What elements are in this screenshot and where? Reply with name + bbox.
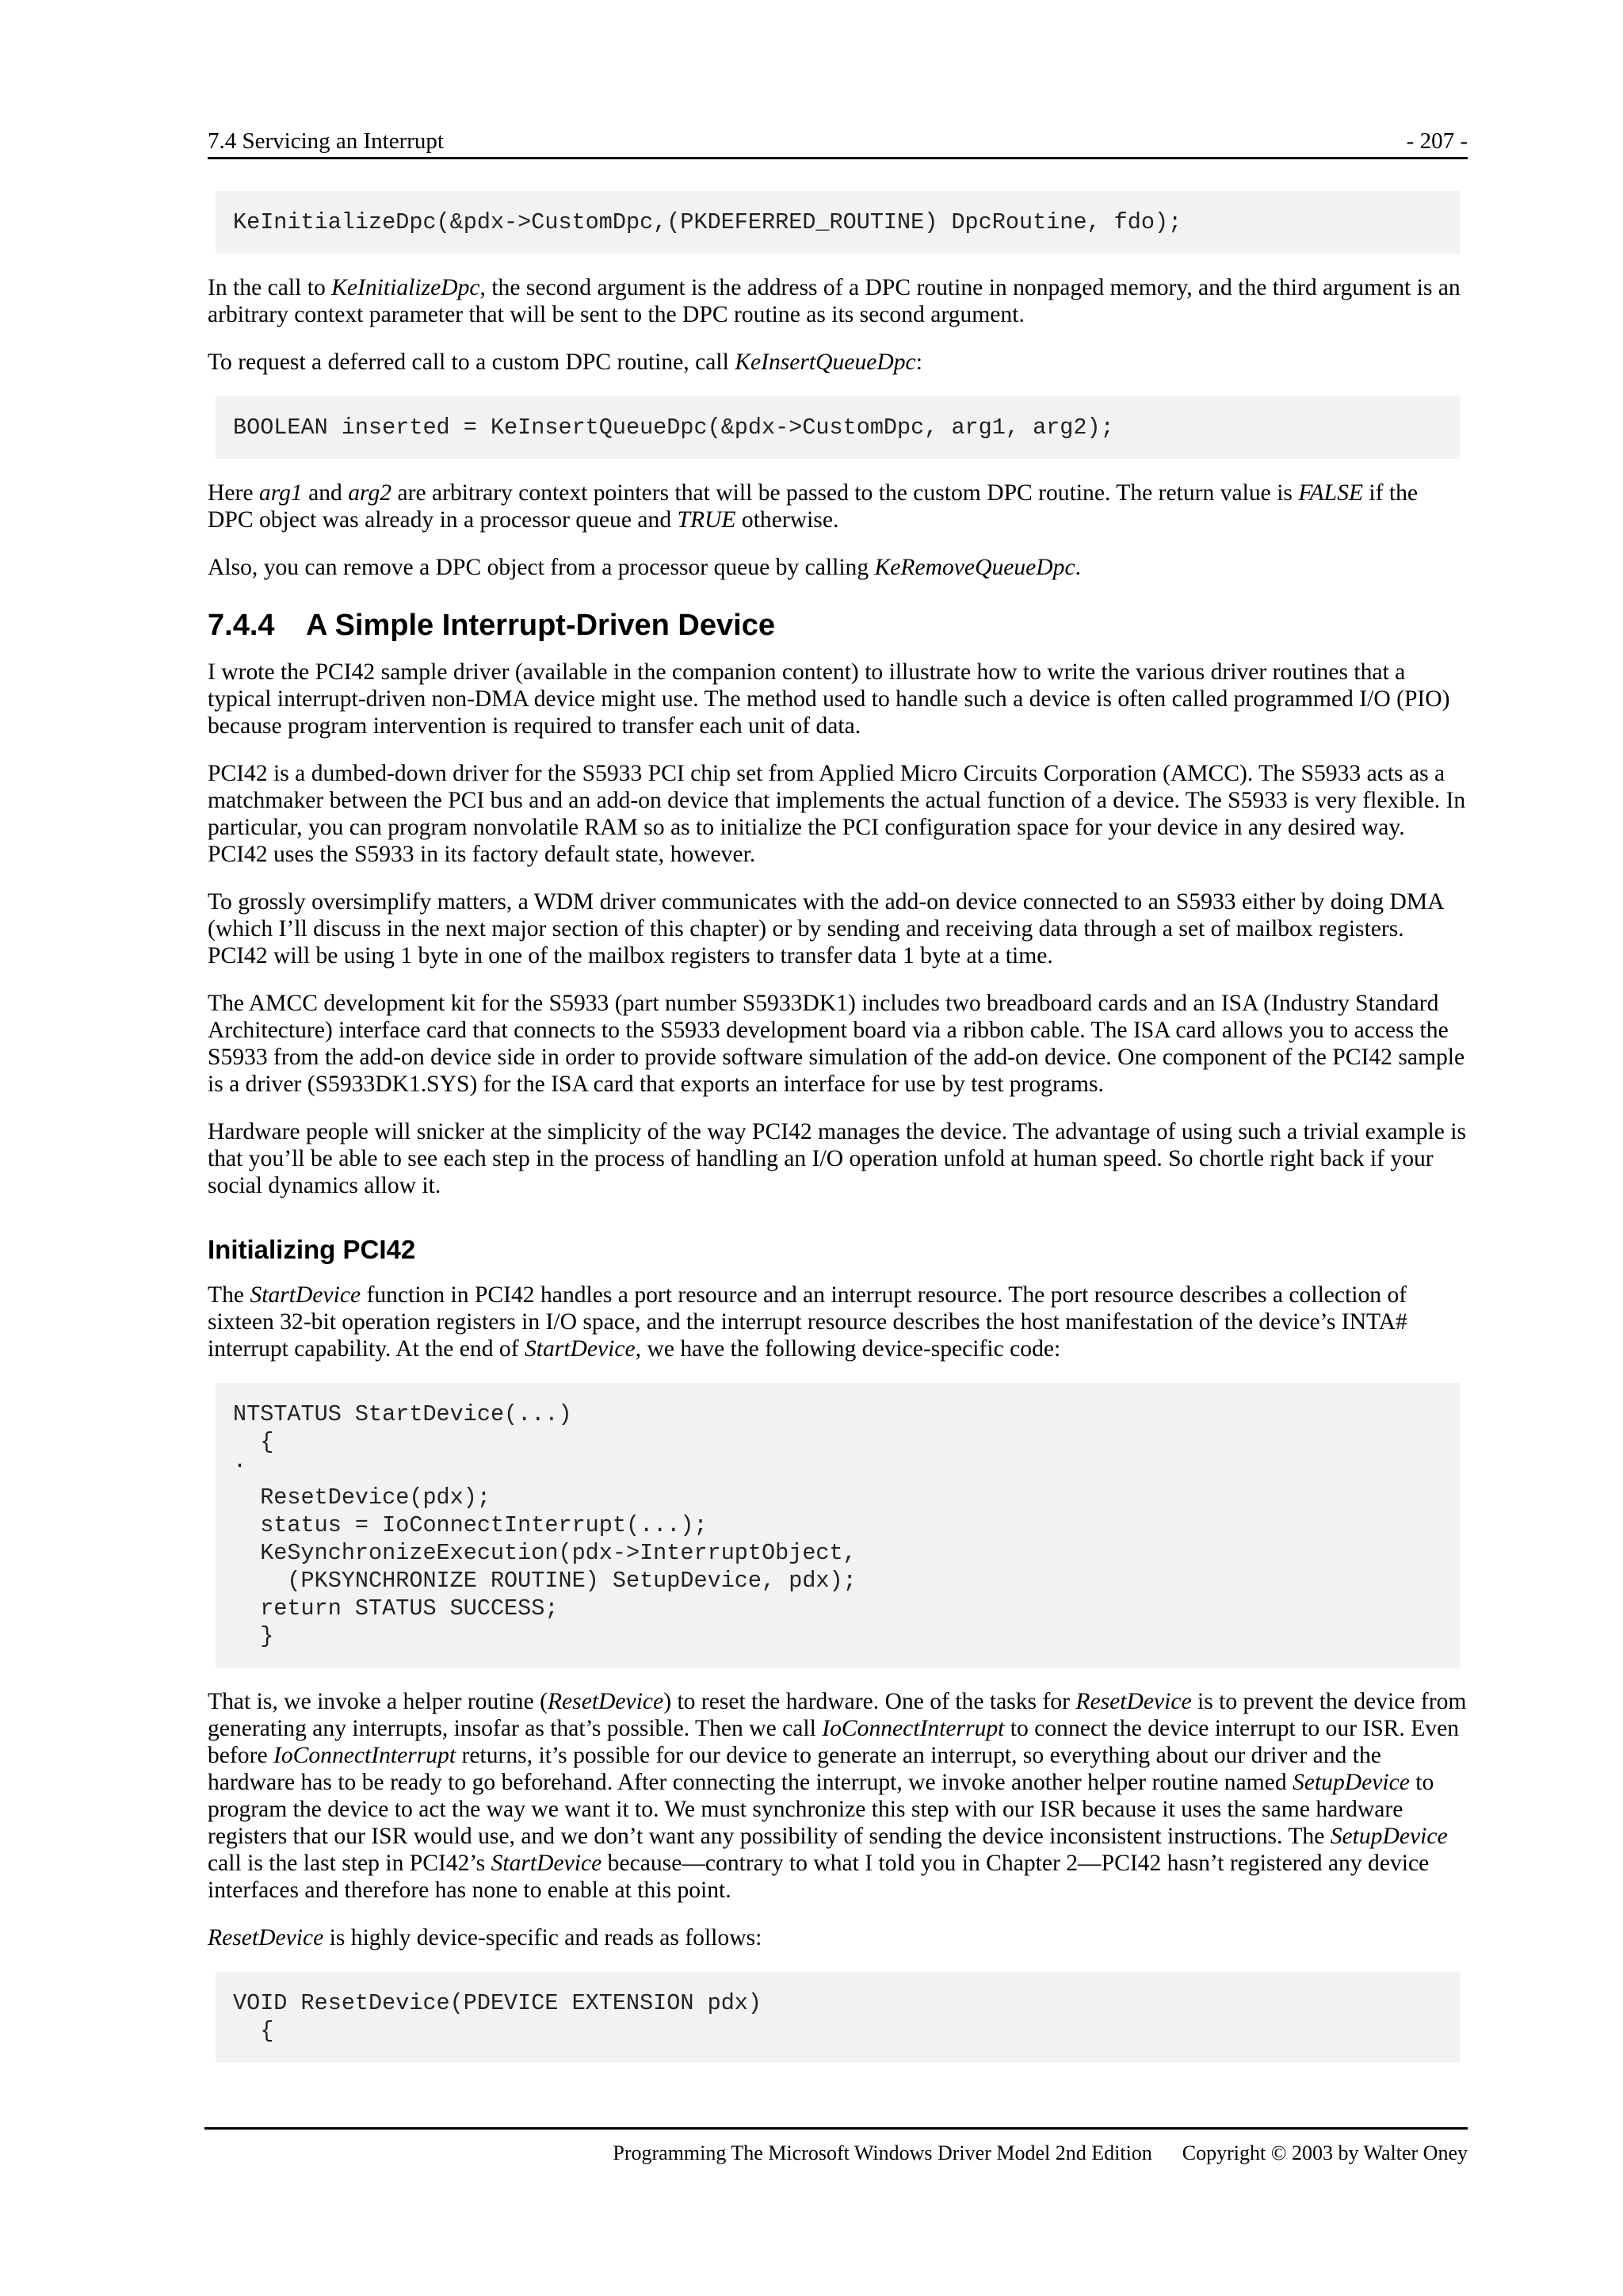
text: : — [915, 350, 922, 375]
text: is to prevent the device from generating any interrupts, insofar as that’s possible. Then we call — [208, 1689, 1467, 1741]
header-section-title: 7.4 Servicing an Interrupt — [208, 128, 444, 154]
function-name: IoConnectInterrupt — [822, 1716, 1005, 1741]
function-name: StartDevice — [491, 1851, 602, 1876]
code-line: . — [233, 1448, 247, 1474]
paragraph-pci42-intro: I wrote the PCI42 sample driver (available in the companion content) to illustrate how to write the various driver routines that a typical interrupt-driven non-DMA device might use. The method used to handle such a device is often called programmed I/O (PIO) because program intervention is required to transfer each unit of data. — [208, 659, 1450, 739]
subsection-heading: Initializing PCI42 — [208, 1235, 416, 1264]
code-block-kinitializedpc — [216, 191, 1460, 254]
code-line: VOID ResetDevice(PDEVICE EXTENSION pdx) — [233, 1990, 762, 2016]
text: and — [302, 480, 349, 506]
text: Here — [208, 480, 259, 506]
code-line: { — [233, 1429, 274, 1455]
function-name: ResetDevice — [547, 1689, 664, 1714]
text: because—contrary to what I told you in Chapter 2—PCI42 hasn’t registered any device interfaces and therefore has none to enable at this point. — [208, 1851, 1430, 1903]
paragraph-resetdevice-explained — [208, 1688, 1468, 1904]
text: , we have the following device-specific code: — [635, 1336, 1061, 1362]
text: function in PCI42 handles a port resource and an interrupt resource. The port resource describes a collection of sixteen 32-bit operation registers in I/O space, and the interrupt resource describes the host manifestation of the device’s INTA# interrupt capability. At the end of — [208, 1282, 1407, 1362]
function-name: KeInitializeDpc — [331, 275, 480, 300]
code-line: BOOLEAN inserted = KeInsertQueueDpc(&pdx->CustomDpc, arg1, arg2); — [233, 415, 1114, 441]
text: That is, we invoke a helper routine ( — [208, 1689, 548, 1714]
footer-book-title: Programming The Microsoft Windows Driver Model 2nd Edition — [613, 2141, 1152, 2164]
text: To request a deferred call to a custom DPC routine, call — [208, 350, 735, 375]
section-number: 7.4.4 — [208, 609, 275, 642]
paragraph-resetdevice-intro — [208, 1924, 1468, 1951]
paragraph-kinitializedpc-args — [208, 274, 1468, 328]
paragraph-args-return — [208, 479, 1468, 533]
text: The — [208, 1282, 250, 1308]
text: is highly device-specific and reads as follows: — [323, 1925, 762, 1950]
section-title: A Simple Interrupt-Driven Device — [306, 609, 775, 642]
identifier: FALSE — [1298, 480, 1364, 506]
function-name: IoConnectInterrupt — [273, 1743, 456, 1768]
header-page-number: - 207 - — [1406, 128, 1468, 154]
page-footer — [204, 2127, 1468, 2166]
text: In the call to — [208, 275, 332, 300]
function-name: KeInsertQueueDpc — [735, 350, 916, 375]
code-block-startdevice — [216, 1383, 1460, 1668]
code-line: NTSTATUS StartDevice(...) — [233, 1401, 572, 1427]
text: if the DPC object was already in a processor queue and — [208, 480, 1419, 533]
paragraph-request-dpc — [208, 349, 1468, 376]
identifier: arg1 — [258, 480, 303, 506]
text: ) to reset the hardware. One of the tasks for — [663, 1689, 1076, 1714]
paragraph-hardware-people: Hardware people will snicker at the simplicity of the way PCI42 manages the device. The advantage of using such a trivial example is that you’ll be able to see each step in the process of handling an I/O operation unfold at human speed. So chortle right back if your social dynamics allow it. — [208, 1119, 1466, 1198]
identifier: arg2 — [348, 480, 392, 506]
text: . — [1075, 555, 1082, 580]
text: to program the device to act the way we want it to. We must synchronize this step with our ISR because it uses the same hardware registers that our ISR would use, and we don’t want any possibility of sending the device inconsistent instructions. The — [208, 1770, 1434, 1849]
text: call is the last step in PCI42’s — [208, 1851, 491, 1876]
code-line: { — [233, 2018, 274, 2044]
function-name: StartDevice — [250, 1282, 361, 1308]
function-name: SetupDevice — [1330, 1824, 1448, 1849]
code-line: return STATUS SUCCESS; — [233, 1595, 559, 1622]
text: are arbitrary context pointers that will be passed to the custom DPC routine. The return value is — [391, 480, 1299, 506]
text: otherwise. — [735, 507, 839, 533]
code-line: (PKSYNCHRONIZE ROUTINE) SetupDevice, pdx); — [233, 1568, 857, 1594]
footer-copyright: Copyright © 2003 by Walter Oney — [1182, 2141, 1468, 2164]
code-block-kinsertqueuedpc — [216, 396, 1460, 459]
text: Also, you can remove a DPC object from a processor queue by calling — [208, 555, 875, 580]
identifier: TRUE — [677, 507, 736, 533]
function-name: ResetDevice — [1075, 1689, 1192, 1714]
text: to connect the device interrupt to our ISR. Even before — [208, 1716, 1460, 1768]
text: returns, it’s possible for our device to generate an interrupt, so everything about our driver and the hardware has to be ready to go beforehand. After connecting the interrupt, we invoke another helper routine named — [208, 1743, 1381, 1795]
paragraph-amcc-kit: The AMCC development kit for the S5933 (part number S5933DK1) includes two breadboard cards and an ISA (Industry Standard Architecture) interface card that connects to the S5933 development board via a ribbon cable. The ISA card allows you to access the S5933 from the add-on device side in order to provide software simulation of the add-on device. One component of the PCI42 sample is a driver (S5933DK1.SYS) for the ISA card that exports an interface for use by test programs. — [208, 991, 1465, 1097]
function-name: ResetDevice — [208, 1925, 324, 1950]
code-line: KeSynchronizeExecution(pdx->InterruptObject, — [233, 1540, 857, 1566]
page-body — [208, 127, 1468, 2083]
paragraph-s5933: PCI42 is a dumbed-down driver for the S5933 PCI chip set from Applied Micro Circuits Corporation (AMCC). The S5933 acts as a matchmaker between the PCI bus and an add-on device that implements the actual function of a device. The S5933 is very flexible. In particular, you can program nonvolatile RAM so as to initialize the PCI configuration space for your device in any desired way. PCI42 uses the S5933 in its factory default state, however. — [208, 761, 1466, 867]
function-name: StartDevice — [524, 1336, 636, 1362]
paragraph-startdevice — [208, 1282, 1468, 1362]
code-line: KeInitializeDpc(&pdx->CustomDpc,(PKDEFERRED_ROUTINE) DpcRoutine, fdo); — [233, 209, 1182, 235]
paragraph-wdm-driver: To grossly oversimplify matters, a WDM driver communicates with the add-on device connected to an S5933 either by doing DMA (which I’ll discuss in the next major section of this chapter) or by sending and receiving data through a set of mailbox registers. PCI42 will be using 1 byte in one of the mailbox registers to transfer data 1 byte at a time. — [208, 889, 1443, 968]
code-line: } — [233, 1623, 274, 1649]
code-line: status = IoConnectInterrupt(...); — [233, 1512, 708, 1538]
function-name: SetupDevice — [1293, 1770, 1410, 1795]
running-header — [208, 127, 1468, 159]
code-line: ResetDevice(pdx); — [233, 1484, 491, 1511]
text: , the second argument is the address of a DPC routine in nonpaged memory, and the third argument is an arbitrary context parameter that will be sent to the DPC routine as its second argument. — [208, 275, 1461, 327]
paragraph-remove-dpc — [208, 554, 1468, 581]
section-heading — [208, 608, 1468, 643]
function-name: KeRemoveQueueDpc — [874, 555, 1075, 580]
code-block-resetdevice — [216, 1972, 1460, 2062]
